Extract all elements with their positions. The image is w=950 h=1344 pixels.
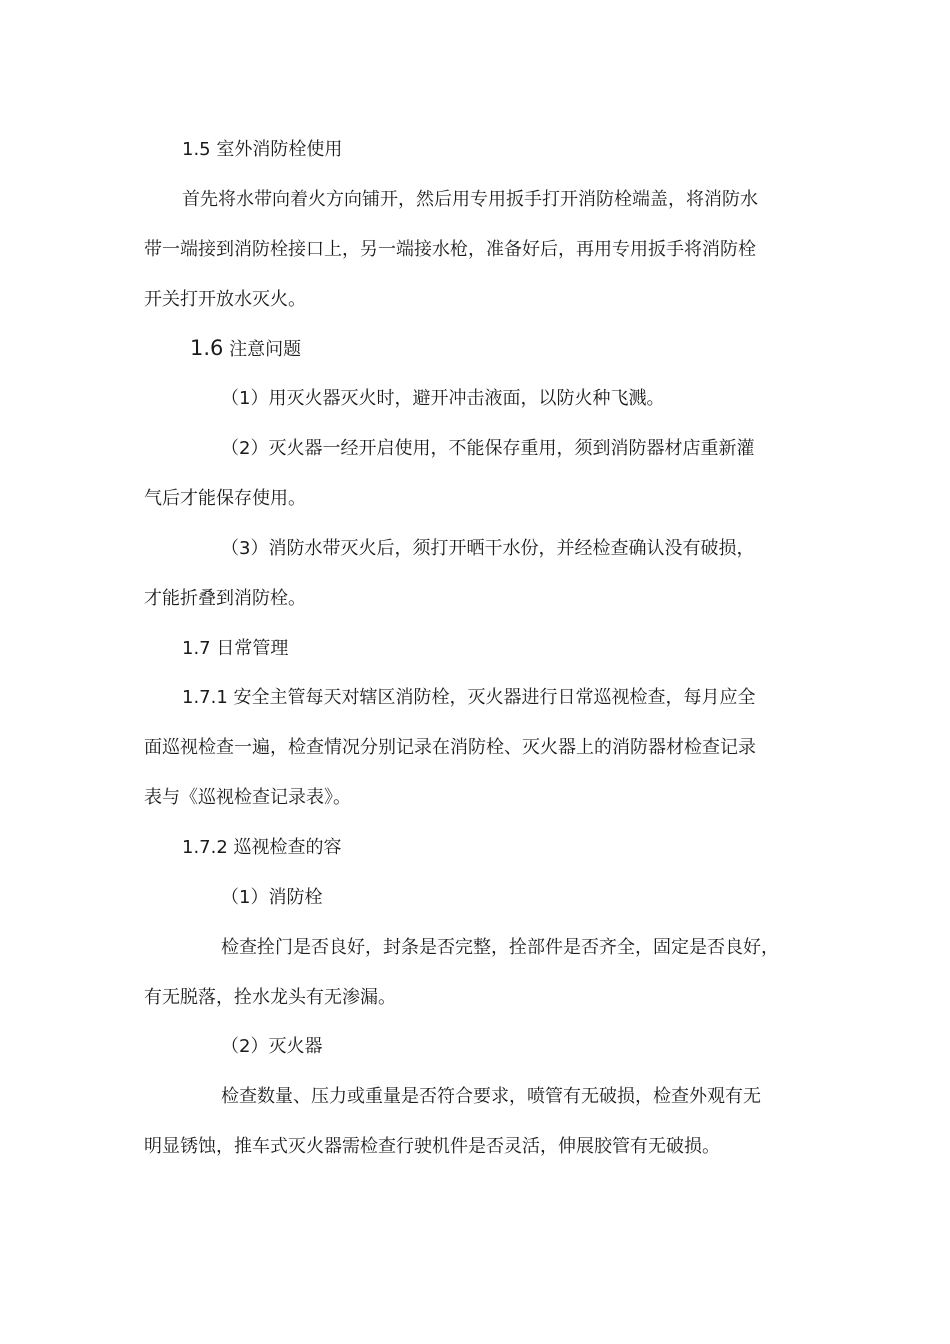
- paragraph-line: 检查拴门是否良好，封条是否完整，拴部件是否齐全，固定是否良好，: [221, 937, 779, 958]
- section-heading-1-5: 1.5 室外消防栓使用: [182, 139, 343, 160]
- paragraph-line: 有无脱落，拴水龙头有无渗漏。: [144, 987, 396, 1008]
- subsection-heading-1-7-2: 1.7.2 巡视检查的容: [182, 837, 342, 858]
- section-heading-1-7: 1.7 日常管理: [182, 638, 289, 659]
- list-item: （2）灭火器一经开启使用，不能保存重用，须到消防器材店重新灌: [221, 438, 755, 459]
- section-number: 1.6: [190, 336, 224, 360]
- section-heading-1-6: [190, 335, 301, 363]
- paragraph-line: 表与《巡视检查记录表》。: [144, 787, 351, 808]
- paragraph-line: 气后才能保存使用。: [144, 488, 306, 509]
- list-item: （2）灭火器: [221, 1036, 323, 1057]
- paragraph-line: 首先将水带向着火方向铺开，然后用专用扳手打开消防栓端盖，将消防水: [182, 189, 758, 210]
- paragraph-line: 明显锈蚀，推车式灭火器需检查行驶机件是否灵活，伸展胶管有无破损。: [144, 1136, 720, 1157]
- paragraph-line: 面巡视检查一遍，检查情况分别记录在消防栓、灭火器上的消防器材检查记录: [144, 737, 756, 758]
- list-item: （1）消防栓: [221, 887, 323, 908]
- paragraph-line: 检查数量、压力或重量是否符合要求，喷管有无破损，检查外观有无: [221, 1086, 761, 1107]
- paragraph-line: 才能折叠到消防栓。: [144, 588, 306, 609]
- paragraph-line: 开关打开放水灭火。: [144, 289, 306, 310]
- paragraph-line: 1.7.1 安全主管每天对辖区消防栓，灭火器进行日常巡视检查，每月应全: [182, 687, 756, 708]
- section-title: 注意问题: [229, 339, 302, 360]
- list-item: （1）用灭火器灭火时，避开冲击液面，以防火种飞溅。: [221, 388, 665, 409]
- list-item: （3）消防水带灭火后，须打开晒干水份，并经检查确认没有破损，: [221, 538, 755, 559]
- paragraph-line: 带一端接到消防栓接口上，另一端接水枪，准备好后，再用专用扳手将消防栓: [144, 239, 756, 260]
